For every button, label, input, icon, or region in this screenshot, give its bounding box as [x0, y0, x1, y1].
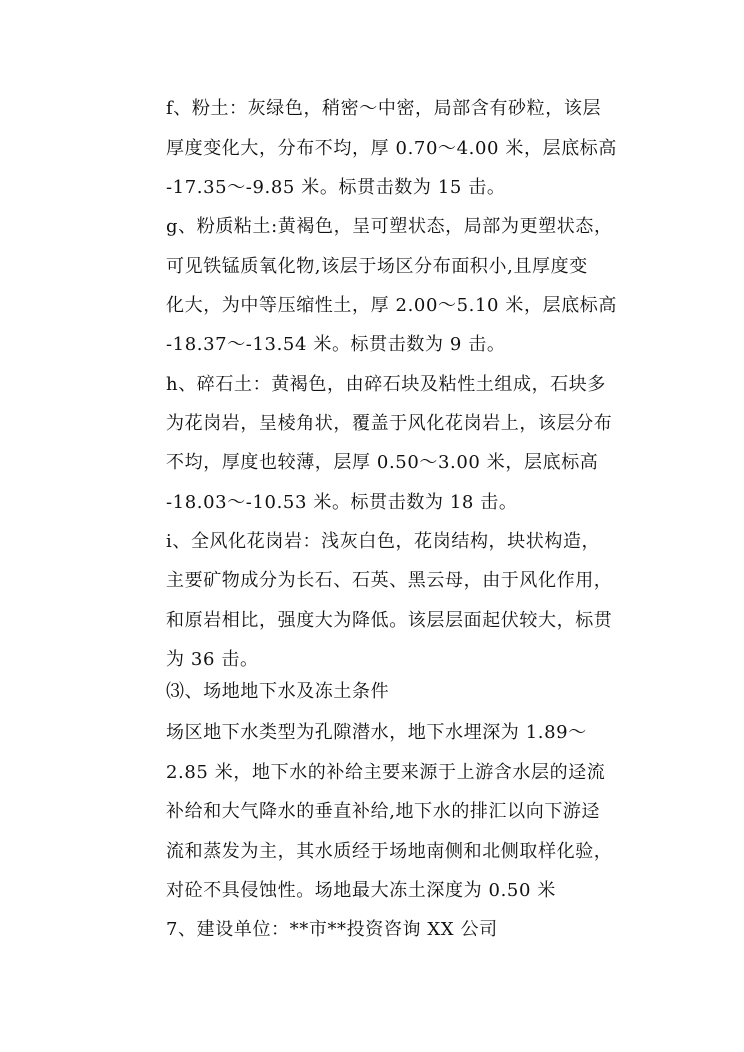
section-heading: ⑶、场地地下水及冻土条件	[166, 681, 390, 702]
text-line: 7、建设单位：**市**投资咨询 XX 公司	[166, 919, 498, 940]
text-line: 为花岗岩，呈棱角状，覆盖于风化花岗岩上，该层分布	[166, 413, 613, 434]
text-line: g、粉质粘土:黄褐色，呈可塑状态，局部为更塑状态，	[166, 216, 613, 237]
text-line: 对砼不具侵蚀性。场地最大冻土深度为 0.50 米	[166, 880, 556, 901]
text-line: 厚度变化大，分布不均，厚 0.70～4.00 米，层底标高	[166, 138, 617, 159]
text-line: 流和蒸发为主，其水质经于场地南侧和北侧取样化验，	[166, 841, 613, 862]
text-line: 场区地下水类型为孔隙潜水，地下水埋深为 1.89～	[166, 722, 587, 743]
text-line: -17.35～-9.85 米。标贯击数为 15 击。	[166, 177, 506, 198]
text-line: 主要矿物成分为长石、石英、黑云母，由于风化作用，	[166, 570, 613, 591]
text-line: 2.85 米，地下水的补给主要来源于上游含水层的迳流	[166, 762, 606, 783]
text-line: 和原岩相比，强度大为降低。该层层面起伏较大，标贯	[166, 610, 613, 631]
text-line: 化大，为中等压缩性土，厚 2.00～5.10 米，层底标高	[166, 295, 617, 316]
text-line: -18.37～-13.54 米。标贯击数为 9 击。	[166, 334, 506, 355]
text-line: 可见铁锰质氧化物,该层于场区分布面积小,且厚度变	[166, 256, 588, 277]
text-line: 为 36 击。	[166, 649, 259, 670]
text-line: 不均，厚度也较薄，层厚 0.50～3.00 米，层底标高	[166, 452, 599, 473]
text-line: f、粉土：灰绿色，稍密～中密，局部含有砂粒，该层	[166, 98, 602, 119]
text-line: -18.03～-10.53 米。标贯击数为 18 击。	[166, 492, 518, 513]
text-line: i、全风化花岗岩：浅灰白色，花岗结构，块状构造，	[166, 531, 601, 552]
text-line: 补给和大气降水的垂直补给,地下水的排汇以向下游迳	[166, 801, 601, 822]
text-line: h、碎石土：黄褐色，由碎石块及粘性土组成，石块多	[166, 374, 606, 395]
